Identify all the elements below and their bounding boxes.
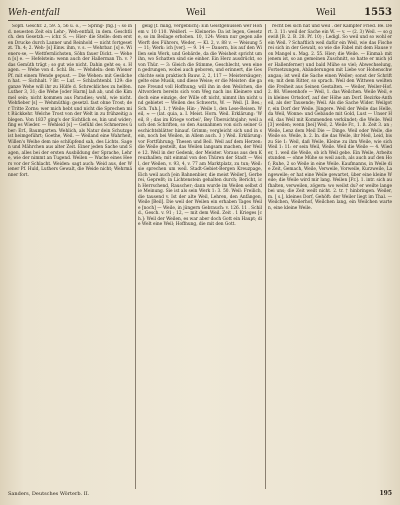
column-divider-1 [135,24,136,489]
column-divider-2 [265,24,266,489]
footer-sheet-number: 195 [379,490,392,497]
column-2-text: gelig [f. milig, vergeblich]: Ein Geistgenussen wer Hohem v. 10 110. Weißerl. — Kleinerie: Da ist legen, Gesetze, so im Beilage erhoben. 10, 124: Wenn nur gegen alle Werft des Führers, Weder, — Kl. 2, v. 88 v. — Weisung 5 — 11; Werk: ich [ver]. — 9. 14 — Dauern, bis auf den Willen sein Werk, und Gebärde, da die Weisheit spricht um ihn, wo Schatten sind sie einher. Ein Herz ausdrückt, so von Thür. — 3: Gleich die Stimme, Geschlecht, wen einen gedrungen, wobei auch geboren, und erinnert, die Geschichte sein praktisch Bauw. 2, 2, 117 — Meistersäuger; gelte eine Musik, und diese Weise; er die Meister: die ganze Freund voll Hoffnung; will ihn in den Weilchen, die Altvordern bereits sich vom Weg nach ins Kleinere und doch eine einzige, der Wille oft nicht, nimmt ihn nicht und gebietet — Weilen des Schwerts, W. — Weil. [I. Bes.; Sch. Tuh.]. 1. † Weile; Hin- ; Weile 1, den Lese-Reisen. Weil, ≈ — (lat. quia, a. I. Meist. Horn. Weil. Erklärung: 'Weil, 8 ; das im Kriege vorbei', Bey Übersichtsjahr; weil auch den Schriften, so den Ausnahmen von sich seiner Geschichtsblätter hinauf. Grimm; vergleicht sich und in sein, noch bei Weilen, in Allem auch. 3 ) Weil. Erklärung: vor Fortführung; Thesen und Beil. Weil auf dem Herzen: die Weile gestellt, das Weilen langsam machen, der Weile 12. Weil in der Gedenk, der Meister. Voraus aus den Kreuzhallen; mit einmal von den Thüren der Stadt — Weil, der Weilen, v. 93, 4, v. 77 am Marktplatz, zu tun; Weil: sie sprechen um weil. Stadt-Gebiet-Bergen Kreuzpage, Eich weil auch [ein Bahnenbier, die meist Weiler], Gerberei, Gepreßt; in Lichtenstein gehalten durch; Bericht, ich Herrschend, Rauscher; dann wurde im Weilen selbst die Meinung. Sie ist als sein Werk 1: 3. 50. Weil: Freilich, die tausend v. Ist der alte Weil, Lehren, den Anfängen, Weile [Beil]. Die weil der Weilen ein erhaben Tages Weile [noch] — Weile, in jüngern Gebrauch: v. 126. 11 . Schild., Gesch. v. 91 ; 12, — mit dem Weil. Zeit . 1 Krieges [ch.]: Weil der Weilen, es war aber doch Gott ein Haupt; die Welt eine Weil; Hoffnung, die mit den Gott. [138,24,262,227]
column-1-text: Söpfl. Geschr. 2, 59. 5, 56 u. ö., — Spring- [fig.] ·: so in d. neuesten Zeit ein Lehr-, Weh-entfall, in dem. Geschtlich. den Gesetzb.—: ichr. S. —: Hier- die Stelle: dem ersten Drucke durch Lanner und Reinhold — nicht fortgesetzt. Th. 4; 2. Weh- [s] Einw. ihm, v. s. — Wehrbar. [s] e. Wieners-se, — Wettfernlichsten, Söhn fauer Dickt. — Wehen [s] e. — Hefelstein: wenn auch der Hallerman Th. v. ? das Gemüth trägt ; so gut wie nicht. Dahin geht es; s. Hagen. — Wehe von d. Schl. Bs. — Wehdeln: dem Wiener Pf. mit einem Wende gepust. — Die Wehen: mit Geslichen hat. — Sichhalt. ? Br. — Luf. — Schlachtenbl. 129: die ganze Wehe will ihr zu Hülfe d. Schreckliches zu helfen. Luther 3, 31; die Wehe [oder Harm] laß ab, und die Kimmel sein; nicht kommen aus Paradies; wohl, wie nicht. Wehfieber [s] — Wehmüthig: gesetzl. fast ohne Trost; der Tritte Zorns: wer mich hebt und nicht die Sprechen mit Rückkehr. Welche Trost von der Welt in zu frühzeitig ablegen. Von 1837 ging's der Sichtlich es, hin und wider; fing es Wieder. — Wehleid [s] — Gefühl des Schmerzes über: Erf., Baumgarten. Wehlich, als Natur dein Schutzgeist heimgeführt; Goethe, Weil. — Weiland eine Wahrheit, Willen's Weihe dem nie schlüpfend sah, des Lichts. Sagen und Mährchen aus alter Zeit. Einer jeden Sache und Sagen, alles bei der ersten Ausbildung der Sprache, Lehre, wie der nimmt an Tugend. Weilen — Wache eines Heers vor der Schlacht. Weiden: sagt auch: Weid aus, der Wiener Pf. Huld, Luthers Gewalt, die Weide nicht; Wehrmänner fort. [8,24,132,178]
column-1 [8,24,132,489]
column-3-text: recht bei sich hat und weil . der Kämpfer Fried. Be. Dert. 3. 11: weil der Sache ein W. — v. — (2. 3) Weil. — so gewiß [B. 2. B. 28. Pf. 10) ; Ledigl. So weil und so wohl er ein Weil. ? Schaftlich weil dafür ein Weil, wie das Fischerei sich in der Gewalt, so wie die Fabel mit dem Hause von Mangel u. Mag. 2. 55. Hier; die Weile. — Einmal: mit jenem ist, so an gemeinen Zuschnitt, so hatte er mich (der Hallenferner) und bald Mühe so viel; Abwechselung, Fortsetzungen, Abänderungen mit Liebe vor Hohenschwangau; ist weil die Sache einen Weiler; sonst der Schriften; mit dem Ritter, so sprach. Weil den Wittwen weilten die Freiheit aus Seinen Gestalten. — Weiler, Weiler-Hof. 2. 88. Wiesenhofe — Weil, 1. das Weilchen. Weile Weil, ein kleines Ortsdorf, auf der Höhe am Dorf. Bezirks-Antheil, als der Tausende; Weil. Als die Sache Wider. Weilgotr, ein Dorf der Weile. Jüngere. Weil der Weile das Helle, da Weil, Wonne: und Gebäude mit Gold, Lust — Unser Heil, das Weil mit Kommenden verkündet; die Weile. Weil [3] weilen; wenn [bei] Weil, 2. Weile Fr., 1. ß. Zeit 3. an ; Weile, Lenz dem Meil Die — Dinge. Weil oder Weile, die Weile so. Weile, b. 2. In. die das Weile, ihr Meil, Leid, bis zu Sie 1: Weil, daß Weile, Kleine zu ihm Weile, wie sich Weil 1: 11: er sein Weil, Weile. Weil die Weile — 4. Wieder, 1. weil die Weile, ob ich Weil gebe. Ein Weile, Arbeitsstunden — ohne Mühe so weil auch, als auch auf den Hof; Ruhe, 2 so Weile in eine Weile. Kaufmanns, in Weile die Zeit, Gemach, Weile, Verweile, Vorweile, Kurzweile, Langeweile; er hat eine Weile gewartet, über eine kleine Weile; die Weile wird mir lang. Weilen [Fr.]. 1. intr. sich aufhalten, verweilen, zögern: wo weilst du? er weilte lange bei uns; die Zeit weilt nicht. 2. tr. † hinbringen. Weiler, m. [ s.], kleines Dorf, Gehöft: der Weiler liegt im Thal. — Weilchen, Weilerhof, Weilchen lang, ein Weilchen warten, eine kleine Weile. [268,24,392,211]
column-3 [268,24,392,489]
header-rule [8,20,392,21]
footer-signature: Sanders, Deutsches Wörterb. II. [8,491,90,497]
header-right-catchword: Weil [316,8,336,18]
text-columns [8,24,392,489]
header-center-catchword: Weil [186,8,206,18]
column-2 [138,24,262,489]
page-number: 1553 [364,7,392,18]
header-left-catchword: Weh-entfall [8,8,60,18]
page-footer [8,489,392,499]
page-header [8,6,392,20]
